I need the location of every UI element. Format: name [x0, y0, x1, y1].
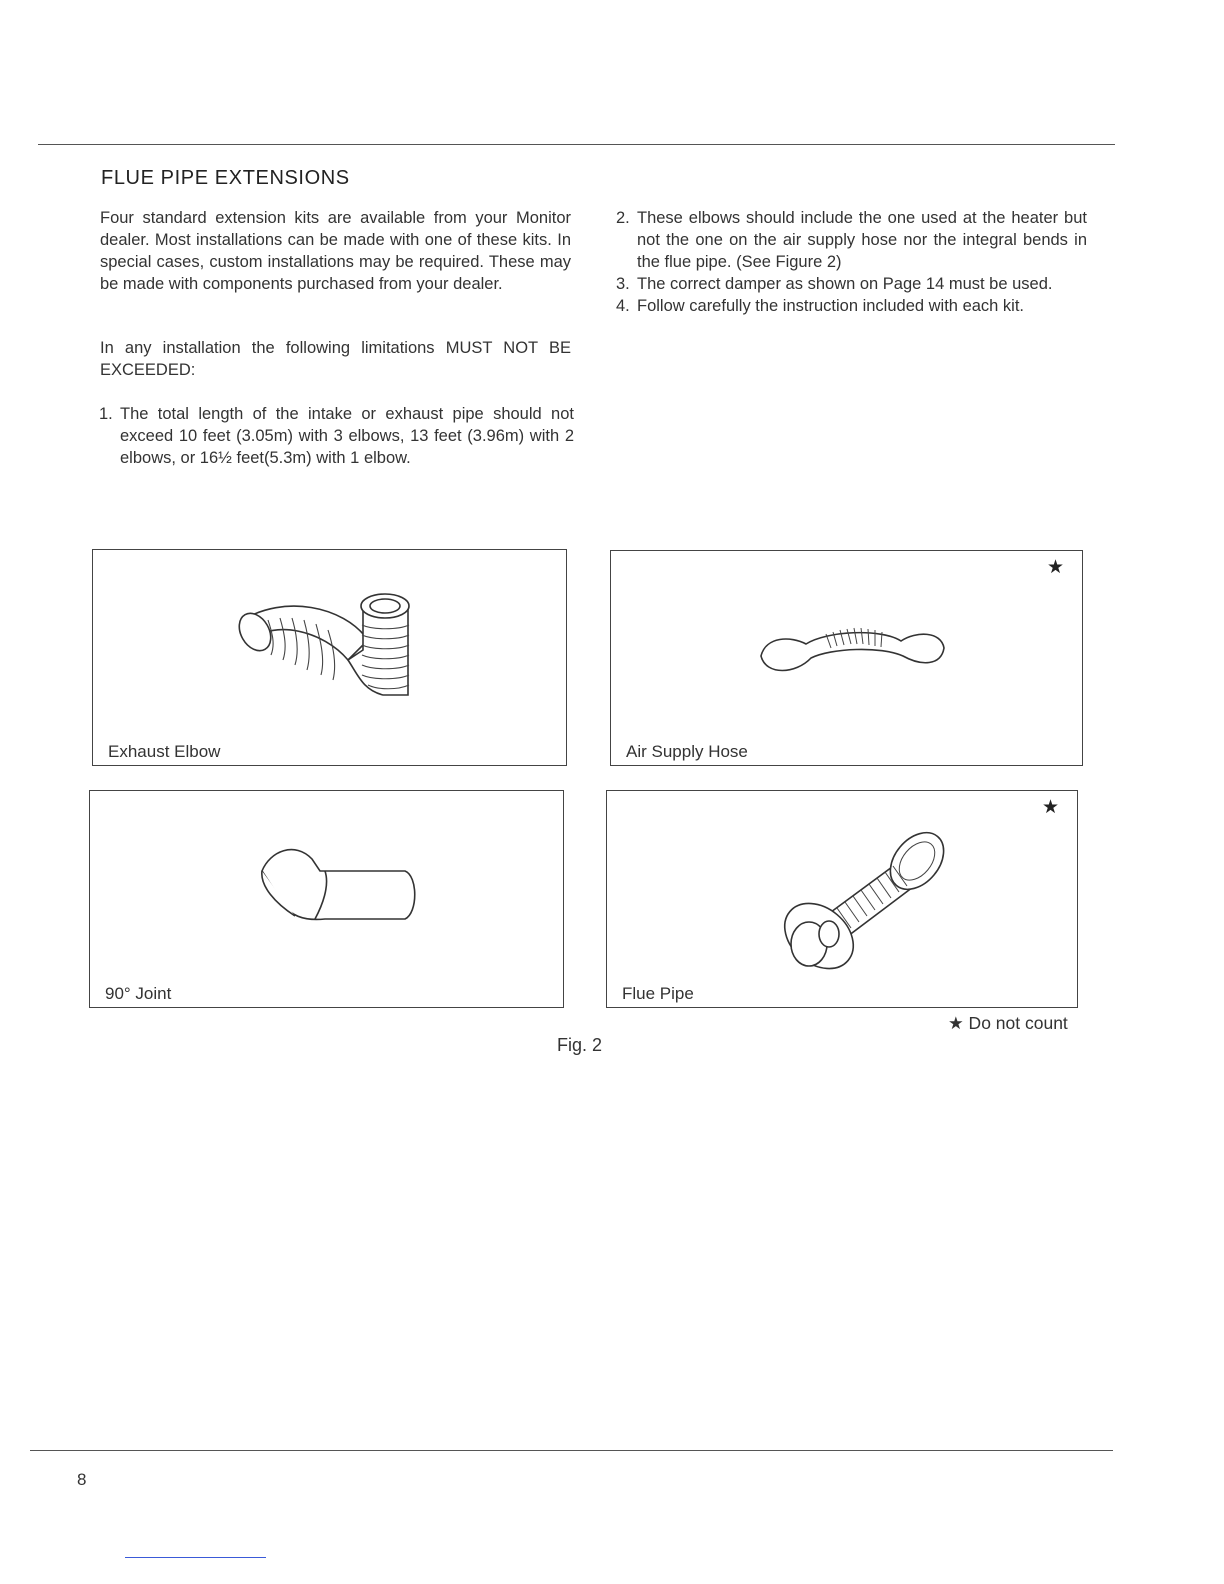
90-joint-illustration [250, 831, 430, 931]
panel-caption: Air Supply Hose [626, 742, 748, 761]
figure-panel-exhaust-elbow [92, 549, 567, 766]
figure-panel-air-supply-hose [610, 550, 1083, 766]
list-item-number: 2. [616, 209, 630, 227]
panel-caption: Flue Pipe [622, 984, 694, 1003]
figure-panel-90-joint [89, 790, 564, 1008]
figure-label: Fig. 2 [557, 1035, 603, 1055]
intro-paragraph: Four standard extension kits are available from your Monitor dealer. Most installations can be made with one of these kits. In special cases, custom installations may be required. These may be made with components purchased from your dealer. [100, 209, 571, 293]
list-item-number: 4. [616, 297, 630, 315]
right-list [616, 207, 1087, 317]
top-rule [38, 144, 1115, 145]
bottom-rule [30, 1450, 1113, 1451]
exhaust-elbow-illustration [233, 580, 433, 730]
list-item-text: Follow carefully the instruction included with each kit. [637, 297, 1025, 315]
list-item-text: The correct damper as shown on Page 14 must be used. [637, 275, 1053, 293]
section-title: FLUE PIPE EXTENSIONS [101, 167, 350, 189]
air-supply-hose-illustration [751, 606, 951, 686]
figure-panel-flue-pipe [606, 790, 1078, 1008]
list-item-text: These elbows should include the one used at the heater but not the one on the air supply hose nor the integral bends in the flue pipe. (See Figure 2) [637, 209, 1087, 271]
list-item [616, 207, 1087, 273]
star-icon: ★ [1041, 797, 1059, 818]
list-item [616, 273, 1087, 295]
left-list [99, 403, 574, 469]
list-item-text: The total length of the intake or exhaust pipe should not exceed 10 feet (3.05m) with 3 elbows, 13 feet (3.96m) with 2 elbows, or 16½ feet(5.3m) with 1 elbow. [120, 405, 574, 467]
blue-underline [125, 1557, 266, 1558]
limitations-paragraph: In any installation the following limitations MUST NOT BE EXCEEDED: [100, 339, 571, 379]
star-icon: ★ [1046, 557, 1064, 578]
list-item-number: 3. [616, 275, 630, 293]
star-note: ★ Do not count [948, 1013, 1068, 1033]
page-number: 8 [77, 1470, 87, 1489]
panel-caption: 90° Joint [105, 984, 172, 1003]
panel-caption: Exhaust Elbow [108, 742, 221, 761]
list-item [99, 403, 574, 469]
list-item-number: 1. [99, 405, 113, 423]
flue-pipe-illustration [767, 816, 967, 986]
list-item [616, 295, 1087, 317]
